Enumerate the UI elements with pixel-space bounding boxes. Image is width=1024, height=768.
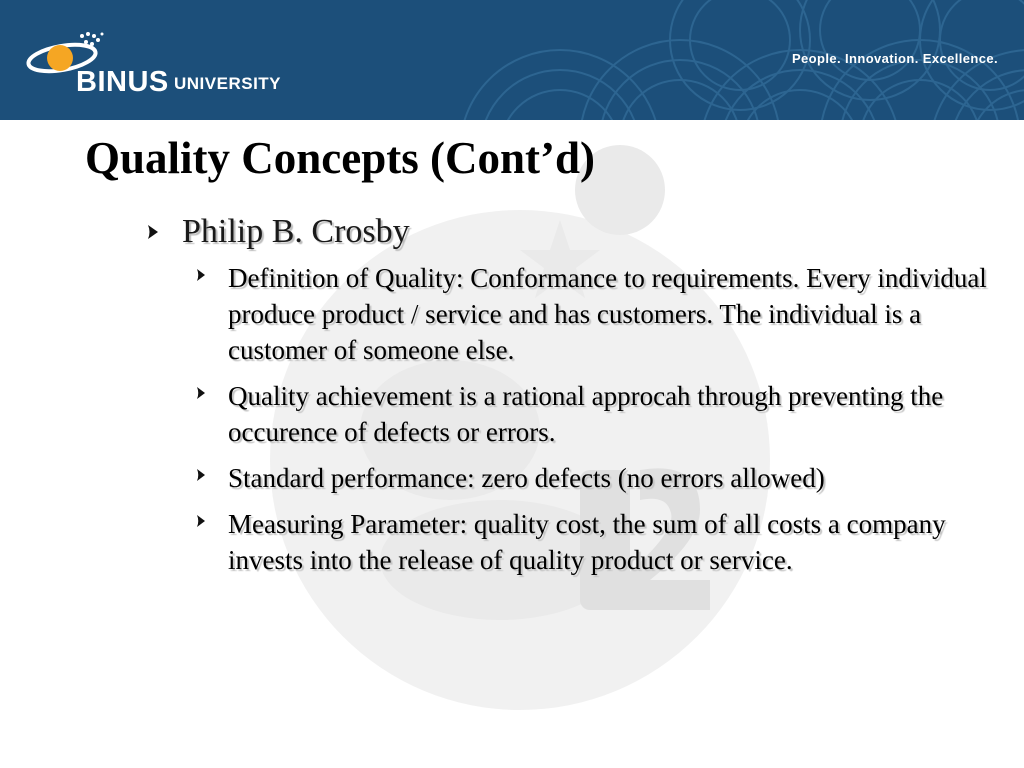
bullet-level1 — [140, 212, 1000, 252]
header-tagline: People. Innovation. Excellence. — [791, 51, 998, 66]
bullet-level2 — [228, 378, 988, 450]
arrowhead-bullet-icon — [195, 468, 207, 482]
slide-header — [0, 0, 1024, 120]
logo-university-text: UNIVERSITY — [174, 74, 282, 93]
arrowhead-bullet-icon — [195, 268, 207, 282]
bullet-level1-text: Philip B. Crosby — [182, 213, 410, 250]
bullet-level2-text: Definition of Quality: Conformance to requirements. Every individual produce product / service and has customers. The individual is a customer of someone else. — [228, 263, 987, 365]
arrowhead-bullet-icon — [195, 386, 207, 400]
bullet-level2-text: Quality achievement is a rational approcah through preventing the occurence of defects or errors. — [228, 381, 944, 447]
bullet-level2 — [228, 506, 988, 578]
arrowhead-bullet-icon — [195, 514, 207, 528]
logo-brand-text: BINUS — [76, 66, 169, 98]
bullet-level2 — [228, 460, 988, 496]
slide-title: Quality Concepts (Cont’d) — [85, 133, 596, 183]
bullet-level2-text: Standard performance: zero defects (no errors allowed) — [228, 463, 825, 493]
slide-content — [140, 212, 1000, 588]
bullet-level2 — [228, 260, 988, 368]
binus-logo[interactable] — [22, 22, 302, 106]
arrowhead-bullet-icon — [146, 224, 160, 240]
bullet-level2-text: Measuring Parameter: quality cost, the sum of all costs a company invests into the release of quality product or service. — [228, 509, 946, 575]
